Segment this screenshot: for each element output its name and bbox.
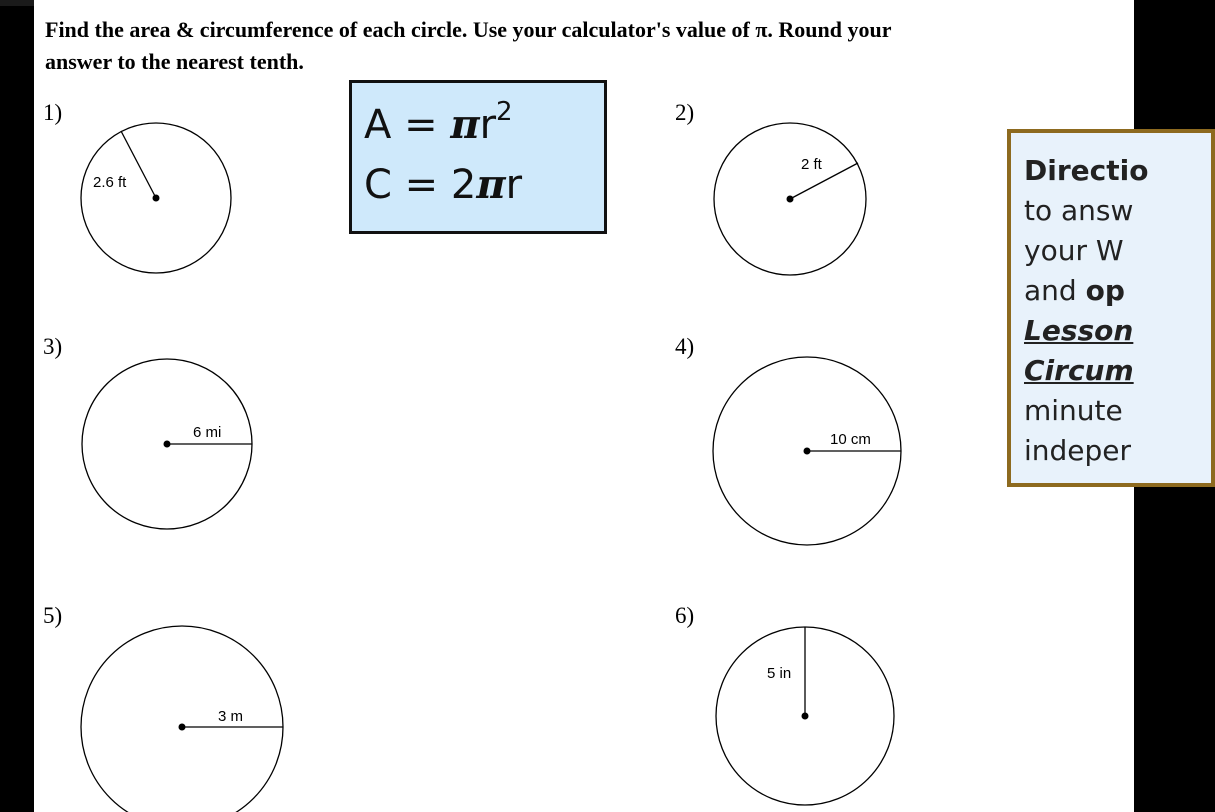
- worksheet-page: [34, 0, 1149, 812]
- directions-line-4: [1024, 271, 1125, 311]
- radius-label-6: 5 in: [767, 665, 792, 682]
- problem-1-number: 1): [43, 100, 63, 125]
- radius-label-1: 2.6 ft: [93, 174, 127, 191]
- problem-6-number: 6): [675, 603, 695, 628]
- circ-formula-r: r: [505, 162, 523, 208]
- circle-1: [81, 123, 231, 273]
- center-point: [153, 195, 160, 202]
- area-formula-r: r: [479, 102, 497, 148]
- circle-5: [81, 626, 283, 812]
- directions-box: [1007, 129, 1215, 487]
- radius-label-3: 6 mi: [193, 424, 222, 441]
- radius-label-4: 10 cm: [830, 431, 871, 448]
- directions-title: Directio: [1024, 154, 1149, 187]
- directions-line-4-text: and: [1024, 274, 1086, 307]
- center-point: [804, 448, 811, 455]
- area-formula-exponent: 2: [496, 97, 513, 127]
- circ-formula-left: C = 2: [364, 162, 477, 208]
- directions-line-3: your W: [1024, 234, 1124, 267]
- circle-2: [714, 123, 866, 275]
- circle-6: [716, 627, 894, 805]
- problem-4-number: 4): [675, 334, 695, 359]
- problem-3-number: 3): [43, 334, 63, 359]
- circumference-link[interactable]: Circum: [1024, 354, 1134, 387]
- center-point: [164, 441, 171, 448]
- lesson-link[interactable]: Lesson: [1024, 314, 1134, 347]
- instructions-line-1: Find the area & circumference of each circle. Use your calculator's value of π. Round your: [45, 17, 892, 42]
- radius-label-2: 2 ft: [801, 156, 822, 173]
- directions-line-7: minute: [1024, 394, 1123, 427]
- center-point: [802, 713, 809, 720]
- directions-line-8: indeper: [1024, 434, 1132, 467]
- area-formula-left: A =: [364, 102, 451, 148]
- pi-symbol: π: [476, 161, 506, 208]
- circle-3: [82, 359, 252, 529]
- center-point: [787, 196, 794, 203]
- directions-line-2: to answ: [1024, 194, 1134, 227]
- center-point: [179, 724, 186, 731]
- circle-4: [713, 357, 901, 545]
- radius-label-5: 3 m: [218, 708, 244, 725]
- pi-symbol: π: [450, 101, 480, 148]
- instructions-line-2: answer to the nearest tenth.: [45, 49, 304, 74]
- directions-line-4-bold: op: [1085, 274, 1125, 307]
- problem-2-number: 2): [675, 100, 695, 125]
- circle-diagrams: [34, 0, 1134, 812]
- problem-5-number: 5): [43, 603, 63, 628]
